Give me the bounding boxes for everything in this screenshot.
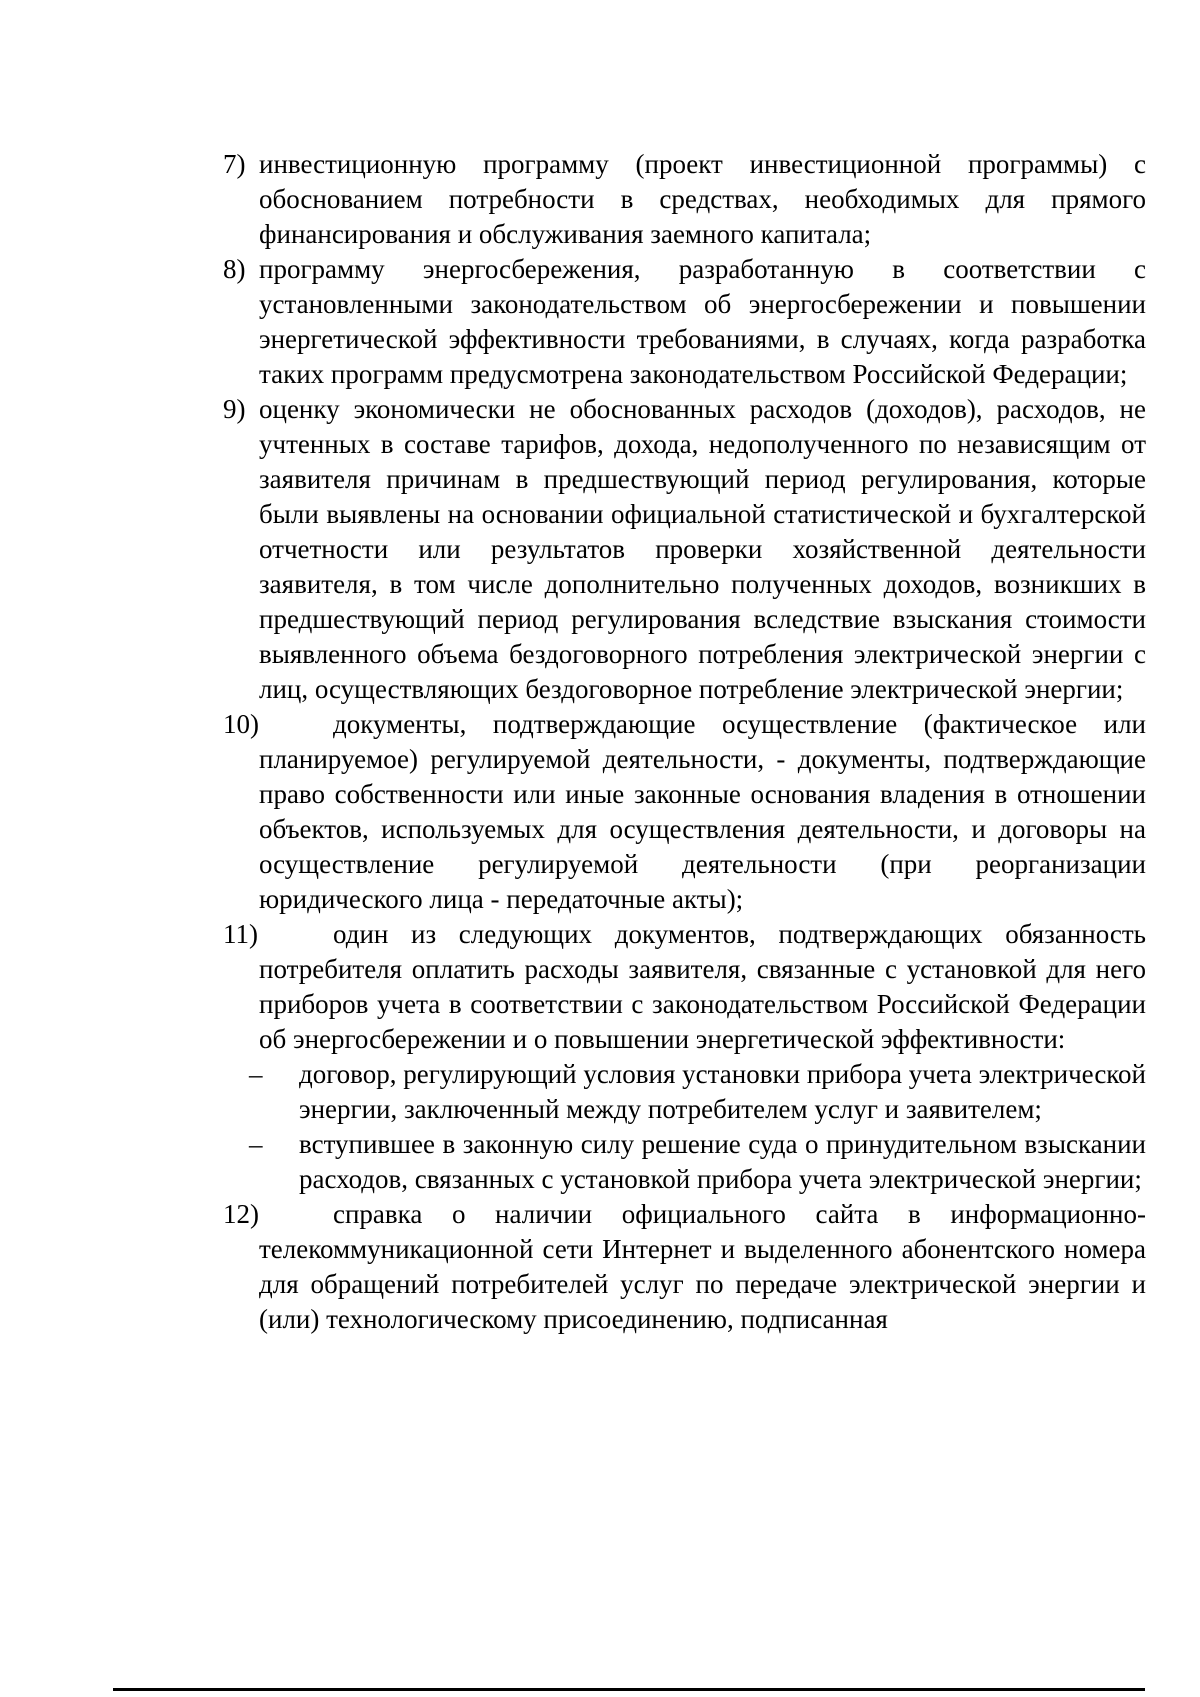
list-item-12 [223,1197,1146,1337]
sub-item-court-decision [223,1127,1146,1197]
list-number: 9) [223,394,246,424]
sub-item-text: вступившее в законную силу решение суда о принудительном взыскании расходов, связанных с установкой прибора учета электрической энергии; [299,1129,1146,1194]
document-body [223,147,1146,1337]
list-text: инвестиционную программу (проект инвестиционной программы) с обоснованием потребности в средствах, необходимых для прямого финансирования и обслуживания заемного капитала; [259,149,1146,249]
sub-item-text: договор, регулирующий условия установки прибора учета электрической энергии, заключенный между потребителем услуг и заявителем; [299,1059,1146,1124]
list-text: один из следующих документов, подтверждающих обязанность потребителя оплатить расходы заявителя, связанные с установкой для него приборов учета в соответствии с законодательством Российской Федерации об энергосбережении и о повышении энергетической эффективности: [259,919,1146,1054]
list-item-8 [223,252,1146,392]
list-number: 7) [223,149,246,179]
list-item-9 [223,392,1146,707]
dash-bullet: – [249,1129,263,1159]
list-number: 11) [223,919,258,949]
list-number: 8) [223,254,246,284]
list-number: 12) [223,1199,259,1229]
sub-item-contract [223,1057,1146,1127]
list-item-7 [223,147,1146,252]
list-text: оценку экономически не обоснованных расходов (доходов), расходов, не учтенных в составе тарифов, дохода, недополученного по независящим от заявителя причинам в предшествующий период регулирования, которые были выявлены на основании официальной статистической и бухгалтерской отчетности или результатов проверки хозяйственной деятельности заявителя, в том числе дополнительно полученных доходов, возникших в предшествующий период регулирования вследствие взыскания стоимости выявленного объема бездоговорного потребления электрической энергии с лиц, осуществляющих бездоговорное потребление электрической энергии; [259,394,1146,704]
footer-rule [113,1688,1145,1691]
list-item-10 [223,707,1146,917]
list-item-11 [223,917,1146,1057]
list-text: справка о наличии официального сайта в информационно-телекоммуникационной сети Интернет и выделенного абонентского номера для обращений потребителей услуг по передаче электрической энергии и (или) технологическому присоединению, подписанная [259,1199,1146,1334]
list-number: 10) [223,709,259,739]
list-text: документы, подтверждающие осуществление (фактическое или планируемое) регулируемой деятельности, - документы, подтверждающие право собственности или иные законные основания владения в отношении объектов, используемых для осуществления деятельности, и договоры на осуществление регулируемой деятельности (при реорганизации юридического лица - передаточные акты); [259,709,1146,914]
dash-bullet: – [249,1059,263,1089]
list-text: программу энергосбережения, разработанную в соответствии с установленными законодательством об энергосбережении и повышении энергетической эффективности требованиями, в случаях, когда разработка таких программ предусмотрена законодательством Российской Федерации; [259,254,1146,389]
